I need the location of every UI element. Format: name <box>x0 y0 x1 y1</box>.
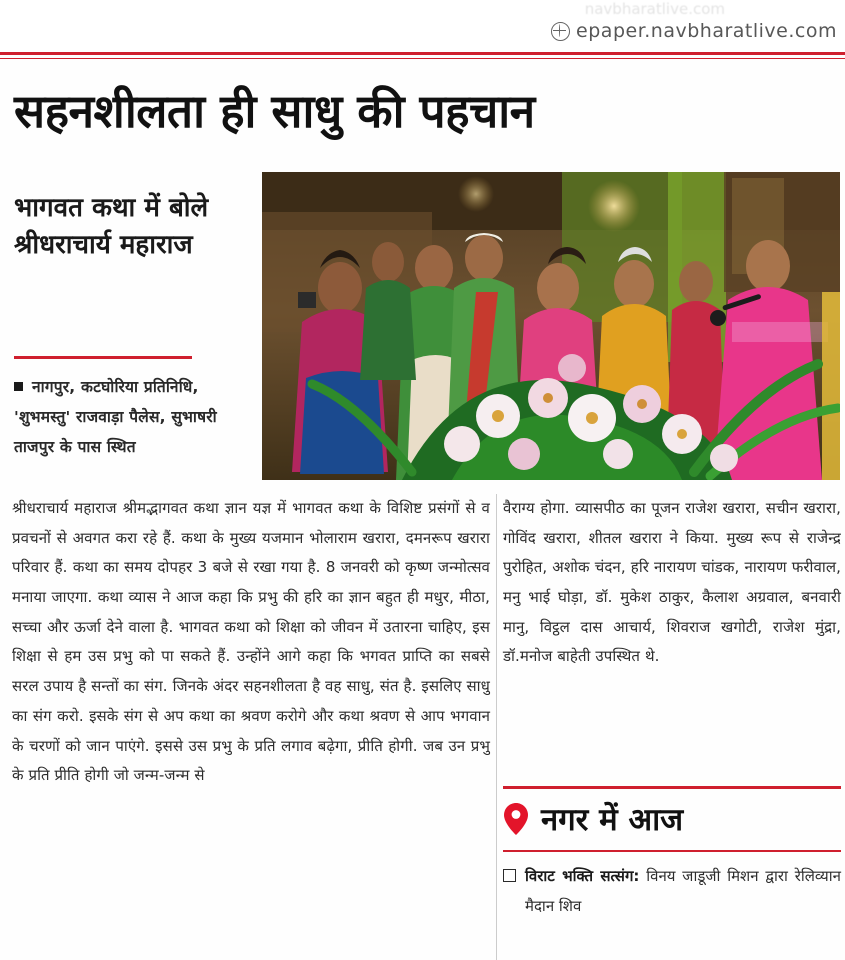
page-title: सहनशीलता ही साधु की पहचान <box>14 84 535 138</box>
article-deck: भागवत कथा में बोले श्रीधराचार्य महाराज <box>14 193 209 260</box>
rule-top-thick <box>0 52 845 55</box>
body-column-right: वैराग्य होगा. व्यासपीठ का पूजन राजेश खरारा, सचीन खरारा, गोविंद खरारा, शीतल खरारा ने किया. मुख्य रूप से राजेन्द्र पुरोहित, अशोक चंदन, हरि नारायण चांडक, नारायण फरीवाल, मनु भाई घोड़ा, डॉ. मुकेश ठाकुर, कैलाश अग्रवाल, बनवारी मानु, विट्ठल दास आचार्य, शिवराज खगोटी, राजेश मुंद्रा, डॉ.मनोज बाहेती उपस्थित थे. <box>503 499 841 666</box>
today-box-list <box>503 862 841 921</box>
site-url <box>551 20 837 42</box>
globe-icon <box>551 22 570 41</box>
site-url-text: epaper.navbharatlive.com <box>576 20 837 42</box>
rule-top-thin <box>0 58 845 59</box>
today-box-title: नगर में आज <box>541 802 684 838</box>
article-photo <box>262 172 840 480</box>
list-item-lead: विराट भक्ति सत्संग: <box>525 867 640 885</box>
body-column-left: श्रीधराचार्य महाराज श्रीमद्भागवत कथा ज्ञान यज्ञ में भागवत कथा के विशिष्ट प्रसंगों से व प्रवचनों से अवगत करा रहे हैं. कथा के मुख्य यजमान भोलाराम खरारा, दमनरूप खरारा परिवार हैं. कथा का समय दोपहर 3 बजे से रखा गया है. 8 जनवरी को कृष्ण जन्मोत्सव मनाया जाएगा. कथा व्यास ने आज कहा कि प्रभु की हरि का ज्ञान बहुत ही मधुर, मीठा, सच्चा और ऊर्जा देने वाला है. भागवत कथा को शिक्षा को जीवन में उतारना चाहिए, इस शिक्षा से हम उस प्रभु को पा सकते हैं. उन्होंने आगे कहा कि भगवत प्राप्ति का सबसे सरल उपाय है सन्तों का संग. जिनके अंदर सहनशीलता है वह साधु, संत है. इसलिए साधु का संग करो. इसके संग से अप कथा का श्रवण करोगे और कथा श्रवण से आप भगवान के चरणों को जान पाएंगे. इससे उस प्रभु के प्रति लगाव बढ़ेगा, प्रीति होगी. जब उन प्रभु के प्रति प्रीति होगी जो जन्म-जन्म से <box>12 499 490 785</box>
column-divider <box>496 494 497 960</box>
list-item <box>503 862 841 921</box>
today-box-rule-top <box>503 786 841 789</box>
checkbox-icon <box>503 869 516 882</box>
today-box-rule-bottom <box>503 850 841 852</box>
location-pin-icon <box>503 802 529 836</box>
bullet-square-icon <box>14 382 23 391</box>
byline <box>14 372 244 463</box>
deck-rule <box>14 356 192 359</box>
today-box-header <box>503 798 841 840</box>
byline-text: नागपुर, कटघोरिया प्रतिनिधि, 'शुभमस्तु' राजवाड़ा पैलेस, सुभाषरी ताजपुर के पास स्थित <box>14 378 217 457</box>
masthead-ghost-text: navbharatlive.com <box>584 0 725 18</box>
photo-illustration <box>262 172 840 480</box>
list-item-text <box>525 862 841 921</box>
masthead <box>0 0 845 52</box>
list-item-body: विनय जाडूजी मिशन द्वारा रेलिव्यान मैदान शिव <box>525 867 841 915</box>
